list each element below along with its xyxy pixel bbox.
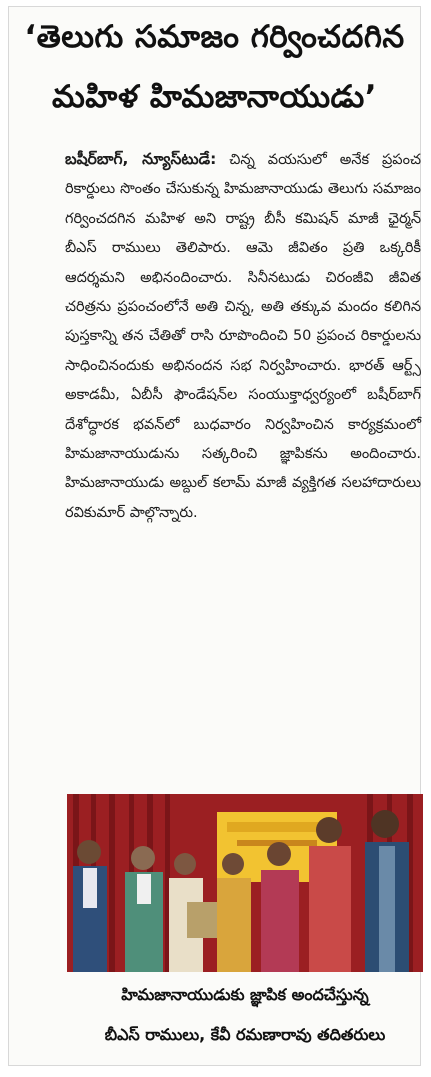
event-photo [67,794,423,972]
photo-caption [67,975,423,1055]
newspaper-clipping [8,6,421,1066]
article-text: చిన్న వయసులో అనేక ప్రపంచ రికార్డులు సొంతం చేసుకున్న హిమజానాయుడు తెలుగు సమాజం గర్వించదగిన మహిళ అని రాష్ట్ర బీసీ కమిషన్ మాజీ ఛైర్మన్ బీఎస్ రాములు తెలిపారు. ఆమె జీవితం ప్రతి ఒక్కరికీ ఆదర్శమని అభినందించారు. సినీనటుడు చిరంజీవి జీవిత చరిత్రను ప్రపంచంలోనే అతి చిన్న, అతి తక్కువ మందం కలిగిన పుస్తకాన్ని తన చేతితో రాసి రూపొందించి 50 ప్రపంచ రికార్డులను సాధించినందుకు అభినందన సభ నిర్వహించారు. భారత్ ఆర్ట్స్ అకాడమీ, ఏబీసీ ఫౌండేషన్‌ల సంయుక్తాధ్వర్యంలో బషీర్‌బాగ్ దేశోద్ధారక భవన్‌లో బుధవారం నిర్వహించిన కార్యక్రమంలో హిమజానాయుడును సత్కరించి జ్ఞాపికను అందించారు. హిమజానాయుడు అబ్దుల్ కలామ్ మాజీ వ్యక్తిగత సలహాదారులు రవికుమార్ పాల్గొన్నారు. [65,152,421,521]
caption-line-1: హిమజానాయుడుకు జ్ఞాపిక అందచేస్తున్న [121,985,369,1004]
headline-line-2: మహిళ హిమజానాయుడు’ [51,79,378,115]
article-body [65,145,421,528]
headline-line-1: ‘తెలుగు సమాజం గర్వించదగిన [24,19,405,55]
dateline: బషీర్‌బాగ్, న్యూస్‌టుడే: [65,150,217,168]
caption-line-2: బీఎస్ రాములు, కేవీ రమణారావు తదితరులు [104,1025,386,1044]
